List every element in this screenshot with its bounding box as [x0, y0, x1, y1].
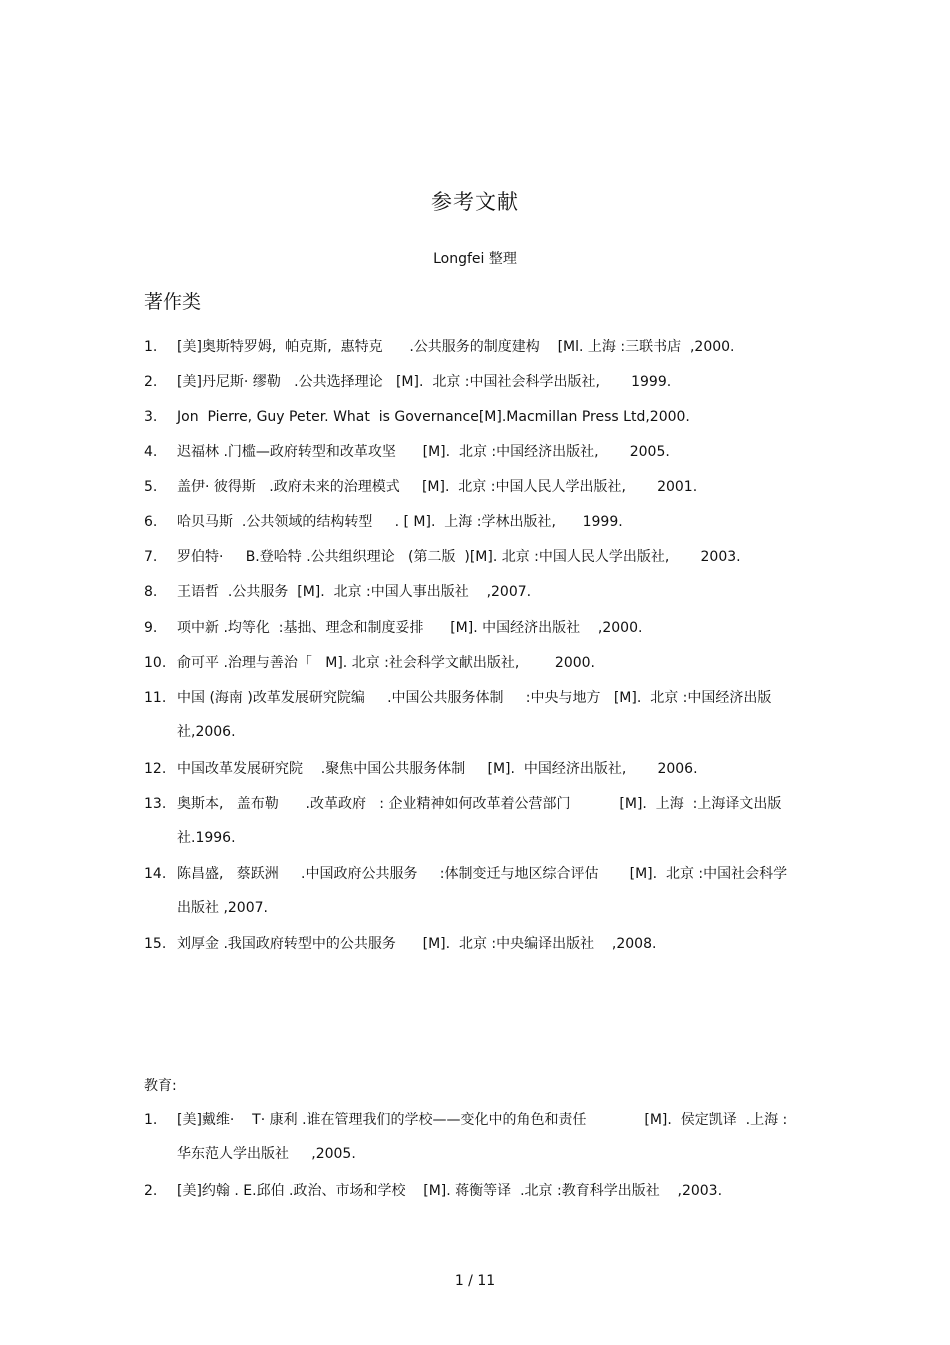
reference-text: Jon Pierre, Guy Peter. What is Governance[M].Macmillan Press Ltd,2000. [177, 409, 690, 425]
reference-text: 奥斯本, 盖布勒 .改革政府 : 企业精神如何改革着公营部门 [M]. 上海 :上海译文出版 [177, 796, 782, 812]
reference-text: 中国 (海南 )改革发展研究院编 .中国公共服务体制 :中央与地方 [M]. 北京 :中国经济出版 [177, 690, 772, 706]
document-subtitle: Longfei 整理 [433, 251, 517, 267]
reference-text: [美]约翰 . E.邱伯 .政治、市场和学校 [M]. 蒋衡等译 .北京 :教育科学出版社 ,2003. [177, 1183, 723, 1199]
reference-text: 王语哲 .公共服务 [M]. 北京 :中国人事出版社 ,2007. [177, 584, 532, 600]
reference-text: 中国改革发展研究院 .聚焦中国公共服务体制 [M]. 中国经济出版社, 2006. [177, 761, 698, 777]
reference-number: 1. [144, 1112, 158, 1128]
reference-number: 3. [144, 409, 158, 425]
document-title: 参考文献 [431, 190, 519, 214]
education-section-heading: 教育: [144, 1078, 177, 1094]
reference-number: 9. [144, 620, 158, 636]
reference-number: 11. [144, 690, 167, 706]
reference-number: 6. [144, 514, 158, 530]
reference-number: 15. [144, 936, 167, 952]
reference-number: 2. [144, 1183, 158, 1199]
reference-number: 14. [144, 866, 167, 882]
reference-text: 俞可平 .治理与善治「 M]. 北京 :社会科学文献出版社, 2000. [177, 655, 595, 671]
reference-number: 13. [144, 796, 167, 812]
reference-text: 罗伯特· B.登哈特 .公共组织理论 (第二版 )[M]. 北京 :中国人民人学出版社, 2003. [177, 549, 741, 565]
reference-text: 项中新 .均等化 :基拙、理念和制度妥排 [M]. 中国经济出版社 ,2000. [177, 620, 643, 636]
reference-text-continued: 出版社 ,2007. [177, 900, 268, 916]
reference-text: 陈昌盛, 蔡跃洲 .中国政府公共服务 :体制变迁与地区综合评估 [M]. 北京 :中国社会科学 [177, 866, 788, 882]
reference-number: 10. [144, 655, 167, 671]
reference-number: 12. [144, 761, 167, 777]
reference-number: 1. [144, 339, 158, 355]
page-number: 1 / 11 [454, 1273, 496, 1289]
reference-text-continued: 华东范人学出版社 ,2005. [177, 1146, 356, 1162]
reference-text: 哈贝马斯 .公共领域的结构转型 . [ M]. 上海 :学林出版社, 1999. [177, 514, 623, 530]
reference-number: 4. [144, 444, 158, 460]
reference-text: 盖伊· 彼得斯 .政府未来的治理模式 [M]. 北京 :中国人民人学出版社, 2001. [177, 479, 698, 495]
reference-text: [美]戴维· T· 康利 .谁在管理我们的学校——变化中的角色和责任 [M]. 侯定凯译 .上海 : [177, 1112, 788, 1128]
reference-number: 5. [144, 479, 158, 495]
reference-number: 8. [144, 584, 158, 600]
reference-text-continued: 社,2006. [177, 724, 236, 740]
reference-number: 2. [144, 374, 158, 390]
reference-number: 7. [144, 549, 158, 565]
reference-text: [美]奥斯特罗姆, 帕克斯, 惠特克 .公共服务的制度建构 [Ml. 上海 :三联书店 ,2000. [177, 339, 735, 355]
reference-text: 迟福林 .门槛—政府转型和改革攻坚 [M]. 北京 :中国经济出版社, 2005. [177, 444, 670, 460]
books-section-heading: 著作类 [144, 291, 202, 313]
reference-text: 刘厚金 .我国政府转型中的公共服务 [M]. 北京 :中央编译出版社 ,2008. [177, 936, 657, 952]
reference-text: [美]丹尼斯· 缪勒 .公共选择理论 [M]. 北京 :中国社会科学出版社, 1999. [177, 374, 672, 390]
reference-text-continued: 社.1996. [177, 830, 236, 846]
